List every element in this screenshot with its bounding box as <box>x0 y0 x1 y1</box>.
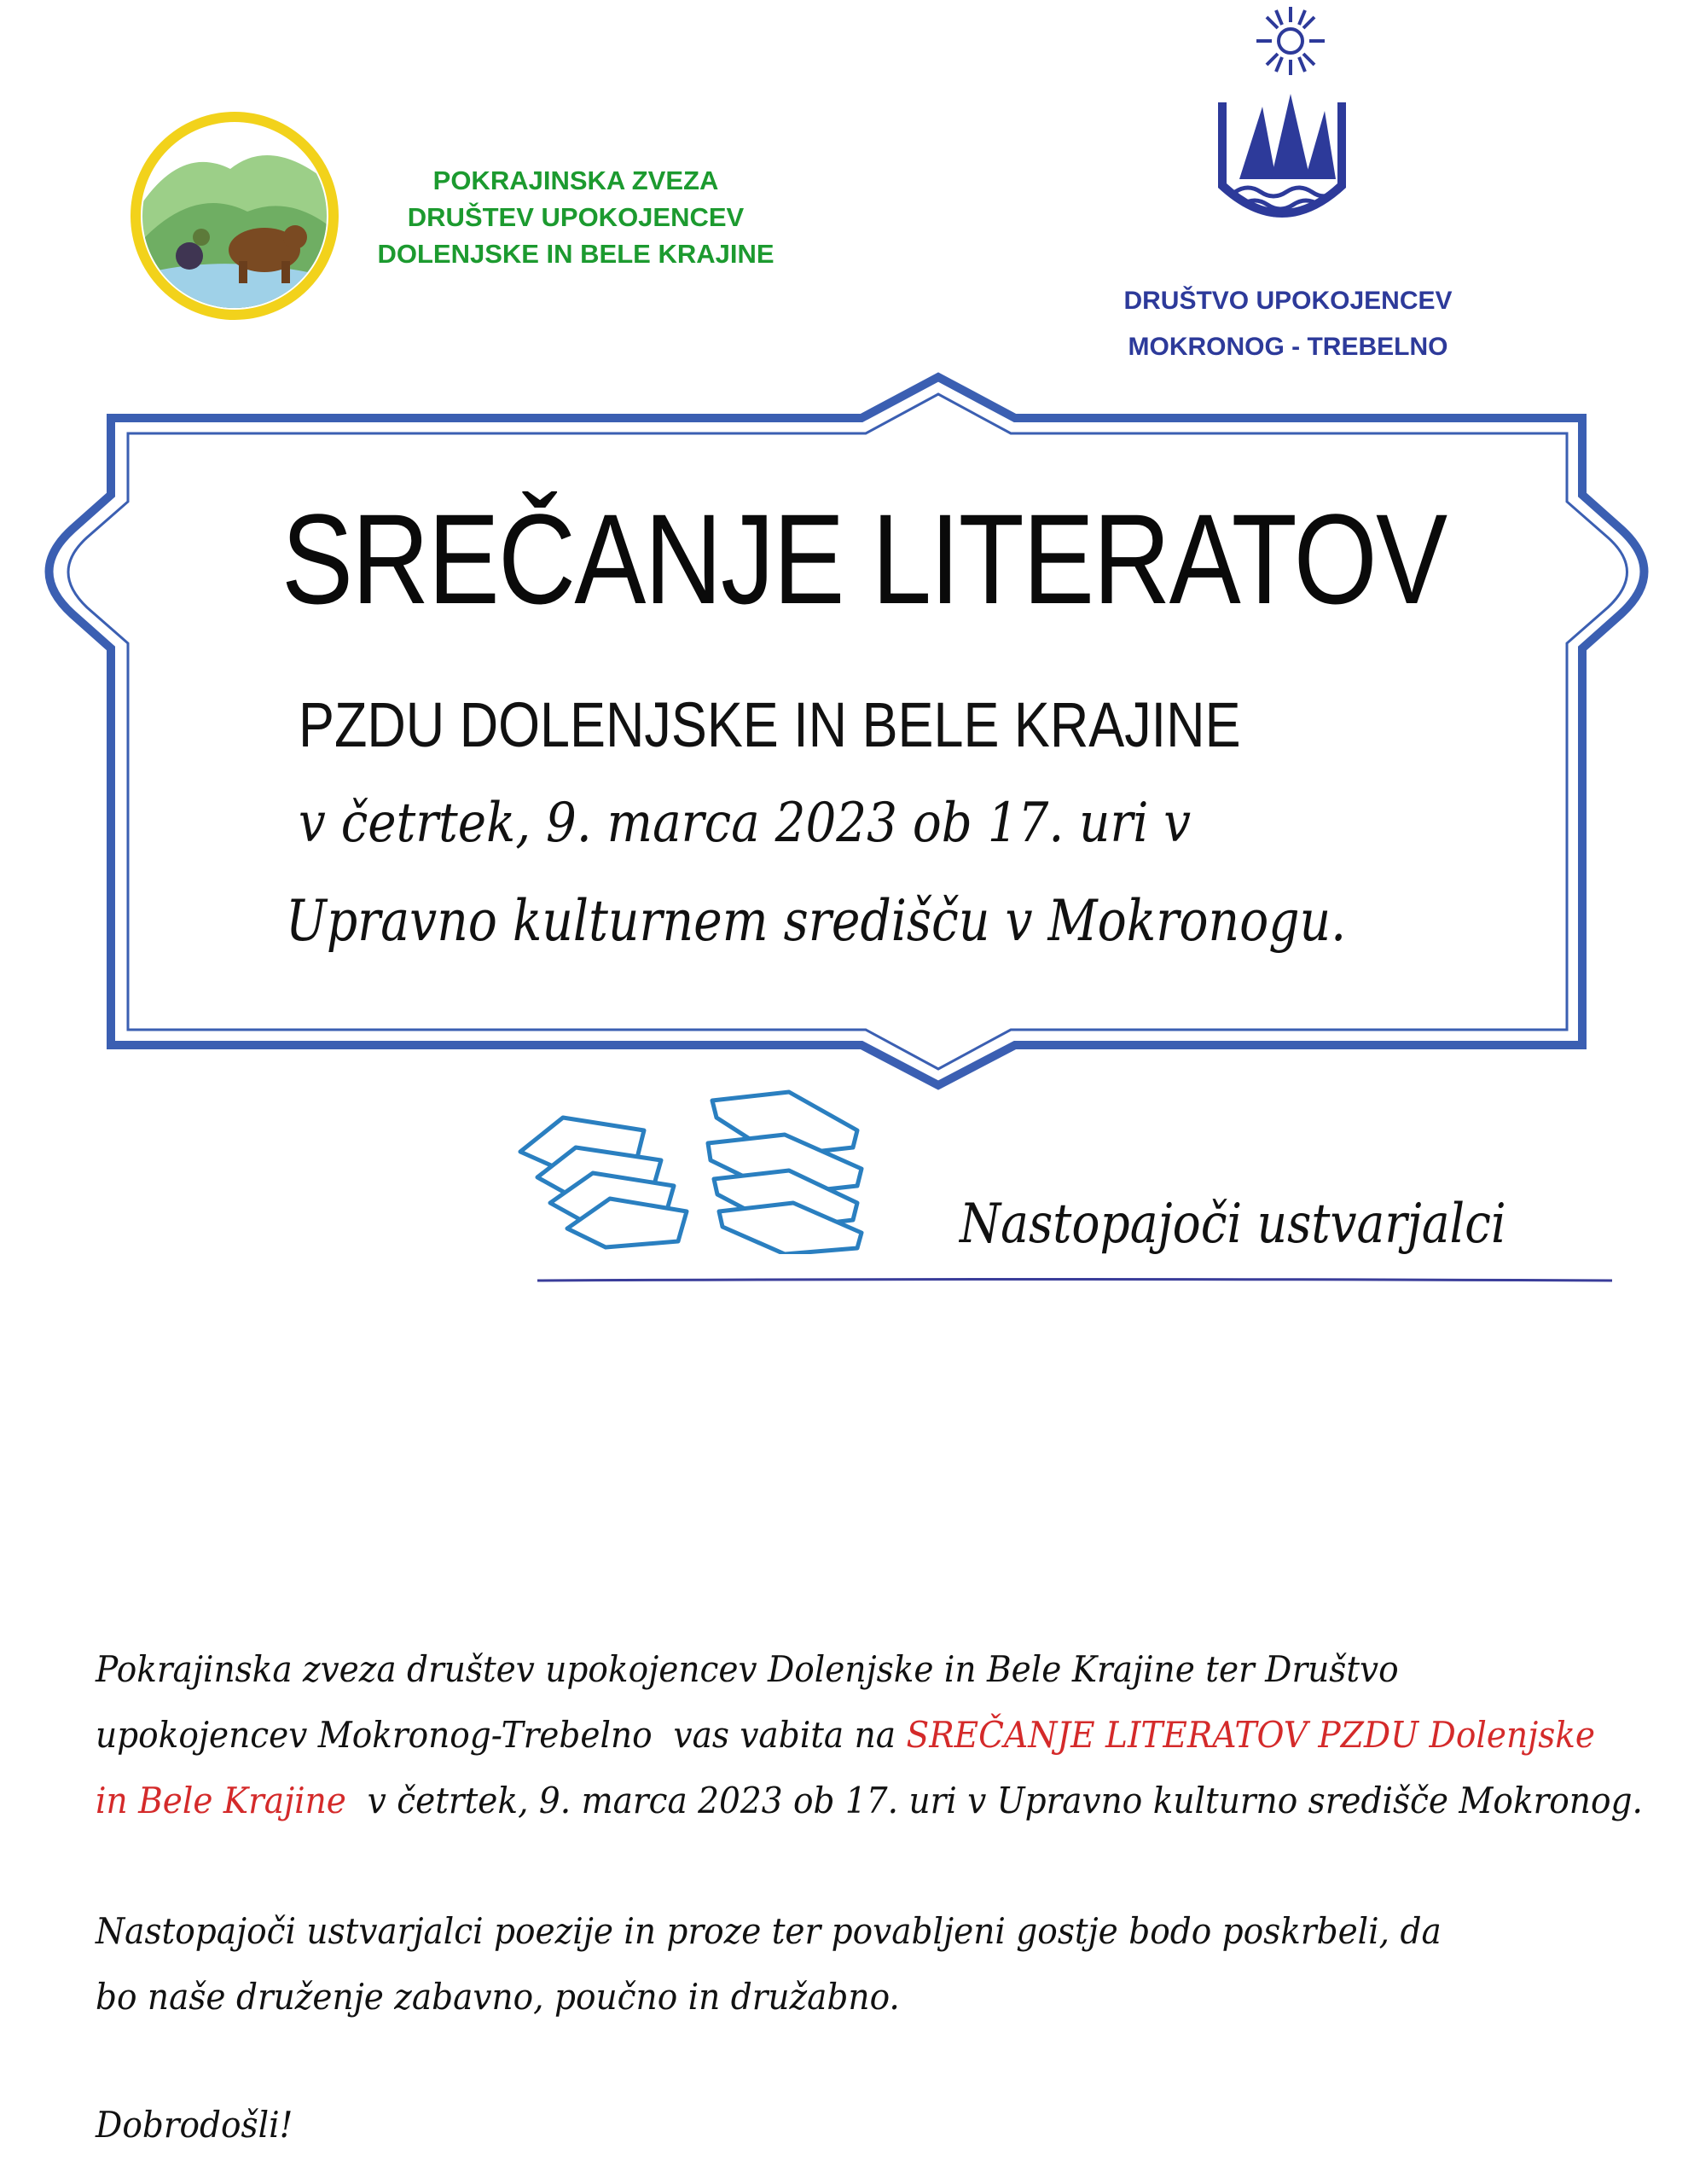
invitation-line <box>96 1768 1643 1833</box>
pzdu-logo-line: DOLENJSKE IN BELE KRAJINE <box>377 239 774 269</box>
invitation-text: v četrtek, 9. marca 2023 ob 17. uri v Upravno kulturno središče Mokronog. <box>345 1780 1643 1821</box>
event-name-highlight: SREČANJE LITERATOV PZDU Dolenjske <box>906 1714 1596 1756</box>
event-date: v četrtek, 9. marca 2023 ob 17. uri v <box>299 792 1192 855</box>
event-name-highlight: in Bele Krajine <box>96 1780 346 1821</box>
pzdu-logo-text <box>328 162 823 272</box>
du-mokronog-logo-emblem <box>1210 0 1355 247</box>
description-paragraph <box>96 1898 1442 2030</box>
invitation-line: Pokrajinska zveza društev upokojencev Dolenjske in Bele Krajine ter Društvo <box>96 1648 1399 1690</box>
books-stack-icon <box>516 1083 874 1254</box>
pzdu-logo-line: DRUŠTEV UPOKOJENCEV <box>407 202 745 232</box>
event-title: SREČANJE LITERATOV <box>281 487 1447 630</box>
performers-heading: Nastopajoči ustvarjalci <box>960 1193 1506 1256</box>
invitation-paragraph <box>96 1636 1643 1833</box>
event-venue: Upravno kulturnem središču v Mokronogu. <box>286 888 1347 954</box>
invitation-line <box>96 1702 1643 1768</box>
description-line: Nastopajoči ustvarjalci poezije in proze ter povabljeni gostje bodo poskrbeli, da <box>96 1910 1442 1952</box>
pzdu-logo-line: POKRAJINSKA ZVEZA <box>432 166 719 195</box>
du-mokronog-logo-text <box>1049 278 1527 370</box>
performers-divider <box>537 1278 1612 1283</box>
event-subtitle: PZDU DOLENJSKE IN BELE KRAJINE <box>299 689 1241 760</box>
welcome-text: Dobrodošli! <box>96 2104 293 2146</box>
invitation-text: upokojencev Mokronog-Trebelno vas vabita na <box>96 1714 907 1756</box>
pzdu-logo-emblem <box>128 109 341 322</box>
description-line: bo naše druženje zabavno, poučno in družabno. <box>96 1976 900 2018</box>
du-mokronog-logo-line: DRUŠTVO UPOKOJENCEV <box>1123 287 1453 315</box>
du-mokronog-logo-line: MOKRONOG - TREBELNO <box>1128 333 1448 361</box>
